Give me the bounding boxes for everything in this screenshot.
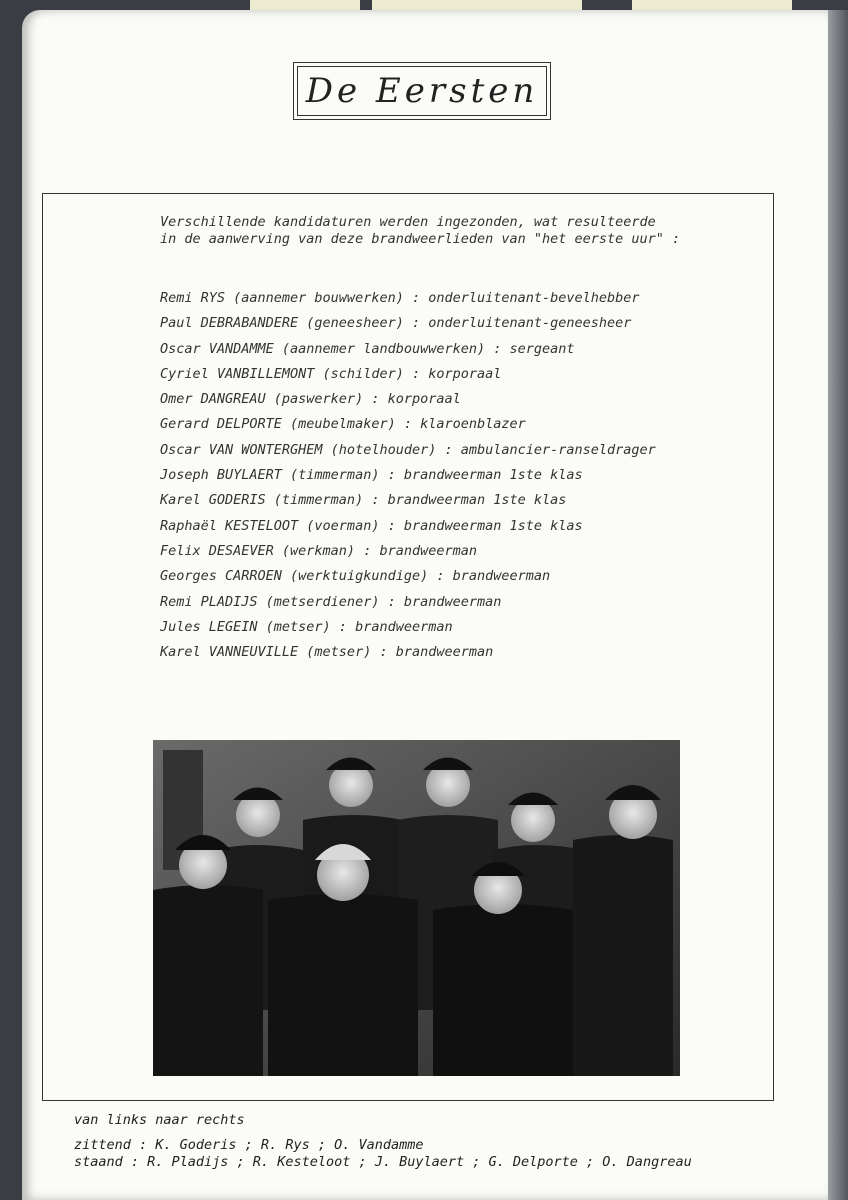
group-photo [153, 740, 680, 1076]
caption-heading: van links naar rechts [74, 1112, 245, 1128]
photo-caption [74, 1112, 692, 1171]
member-item: Felix DESAEVER (werkman) : brandweerman [160, 542, 477, 559]
member-item: Paul DEBRABANDERE (geneesheer) : onderluitenant-geneesheer [160, 315, 632, 332]
intro-line: in de aanwerving van deze brandweerlieden van "het eerste uur" : [160, 231, 681, 247]
caption-seated: zittend : K. Goderis ; R. Rys ; O. Vandamme [74, 1137, 424, 1153]
member-item: Joseph BUYLAERT (timmerman) : brandweerman 1ste klas [160, 467, 583, 484]
member-item: Remi PLADIJS (metserdiener) : brandweerman [160, 593, 502, 610]
member-item: Gerard DELPORTE (meubelmaker) : klaroenblazer [160, 416, 526, 433]
member-item: Oscar VANDAMME (aannemer landbouwwerken) : sergeant [160, 340, 575, 357]
member-list [160, 290, 656, 669]
intro-line: Verschillende kandidaturen werden ingezonden, wat resulteerde [160, 214, 656, 230]
title-frame [293, 62, 551, 120]
page-title: De Eersten [305, 71, 539, 111]
member-item: Cyriel VANBILLEMONT (schilder) : korporaal [160, 365, 502, 382]
member-item: Remi RYS (aannemer bouwwerken) : onderluitenant-bevelhebber [160, 290, 640, 306]
caption-standing: staand : R. Pladijs ; R. Kesteloot ; J. Buylaert ; G. Delporte ; O. Dangreau [74, 1154, 692, 1170]
intro-text [160, 214, 740, 248]
member-item: Karel GODERIS (timmerman) : brandweerman 1ste klas [160, 492, 567, 509]
member-item: Georges CARROEN (werktuigkundige) : brandweerman [160, 568, 551, 585]
member-item: Karel VANNEUVILLE (metser) : brandweerman [160, 644, 494, 661]
member-item: Omer DANGREAU (paswerker) : korporaal [160, 391, 461, 408]
book-edge [828, 10, 848, 1200]
member-item: Raphaël KESTELOOT (voerman) : brandweerman 1ste klas [160, 517, 583, 534]
member-item: Oscar VAN WONTERGHEM (hotelhouder) : ambulancier-ranseldrager [160, 441, 656, 458]
member-item: Jules LEGEIN (metser) : brandweerman [160, 618, 453, 635]
